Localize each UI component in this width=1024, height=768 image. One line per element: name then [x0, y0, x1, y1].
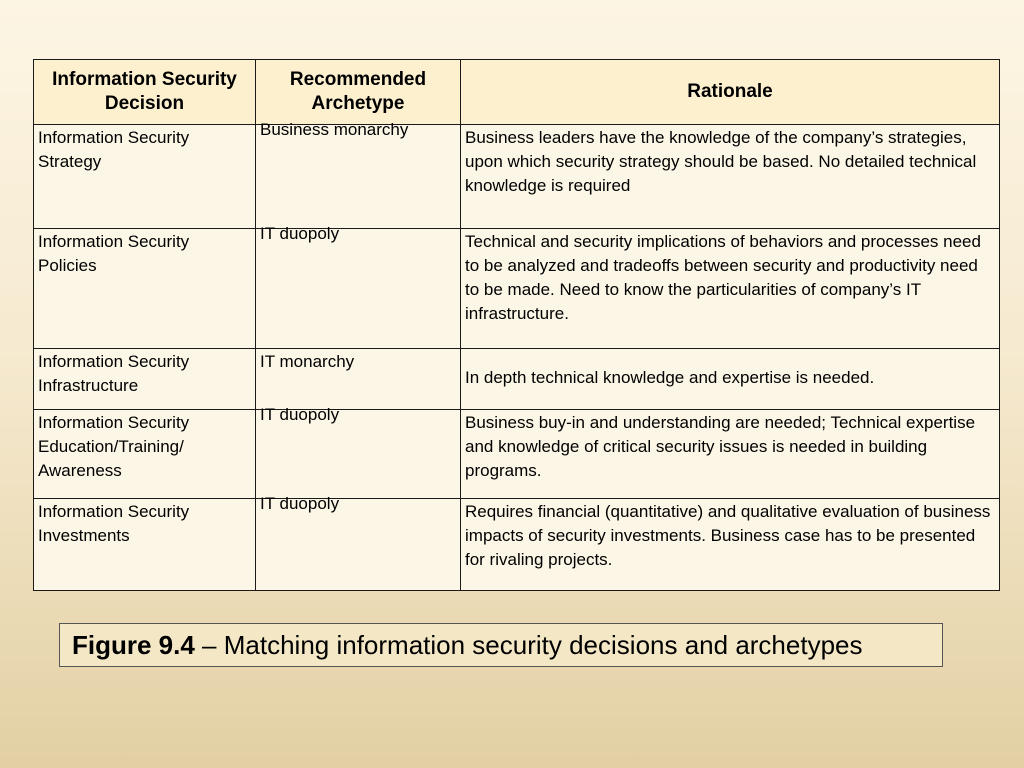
table-row [34, 349, 1000, 410]
rationale-cell: Business leaders have the knowledge of the company’s strategies, upon which security strategy should be based. No detailed technical knowledge is required [461, 125, 1000, 229]
rationale-cell: Requires financial (quantitative) and qualitative evaluation of business impacts of security investments. Business case has to be presented for rivaling projects. [461, 499, 1000, 591]
archetype-text: IT duopoly [260, 494, 340, 513]
table-row [34, 499, 1000, 591]
decision-cell: Information Security Strategy [34, 125, 256, 229]
rationale-cell: Business buy-in and understanding are needed; Technical expertise and knowledge of critical security issues is needed in building programs. [461, 410, 1000, 499]
figure-caption [59, 623, 943, 667]
table-row [34, 125, 1000, 229]
decisions-table-container [33, 59, 999, 591]
decisions-table [33, 59, 1000, 591]
decision-cell: Information Security Infrastructure [34, 349, 256, 410]
rationale-cell: In depth technical knowledge and expertise is needed. [461, 349, 1000, 410]
archetype-text: IT monarchy [260, 352, 355, 371]
decision-cell: Information Security Investments [34, 499, 256, 591]
archetype-text: Business monarchy [260, 120, 409, 139]
archetype-cell [256, 349, 461, 410]
table-row [34, 410, 1000, 499]
table-header-row [34, 60, 1000, 125]
rationale-cell: Technical and security implications of behaviors and processes need to be analyzed and tradeoffs between security and productivity need to be made. Need to know the particularities of company’s IT infrastructure. [461, 229, 1000, 349]
figure-caption-text: – Matching information security decisions and archetypes [194, 630, 863, 660]
table-row [34, 229, 1000, 349]
archetype-cell [256, 494, 461, 591]
archetype-cell [256, 405, 461, 499]
decision-cell: Information Security Education/Training/ Awareness [34, 410, 256, 499]
header-archetype: Recommended Archetype [256, 60, 461, 125]
header-rationale: Rationale [461, 60, 1000, 125]
archetype-cell [256, 224, 461, 349]
header-decision: Information Security Decision [34, 60, 256, 125]
archetype-text: IT duopoly [260, 224, 340, 243]
decision-cell: Information Security Policies [34, 229, 256, 349]
archetype-cell [256, 120, 461, 229]
figure-label: Figure 9.4 [72, 630, 195, 660]
archetype-text: IT duopoly [260, 405, 340, 424]
